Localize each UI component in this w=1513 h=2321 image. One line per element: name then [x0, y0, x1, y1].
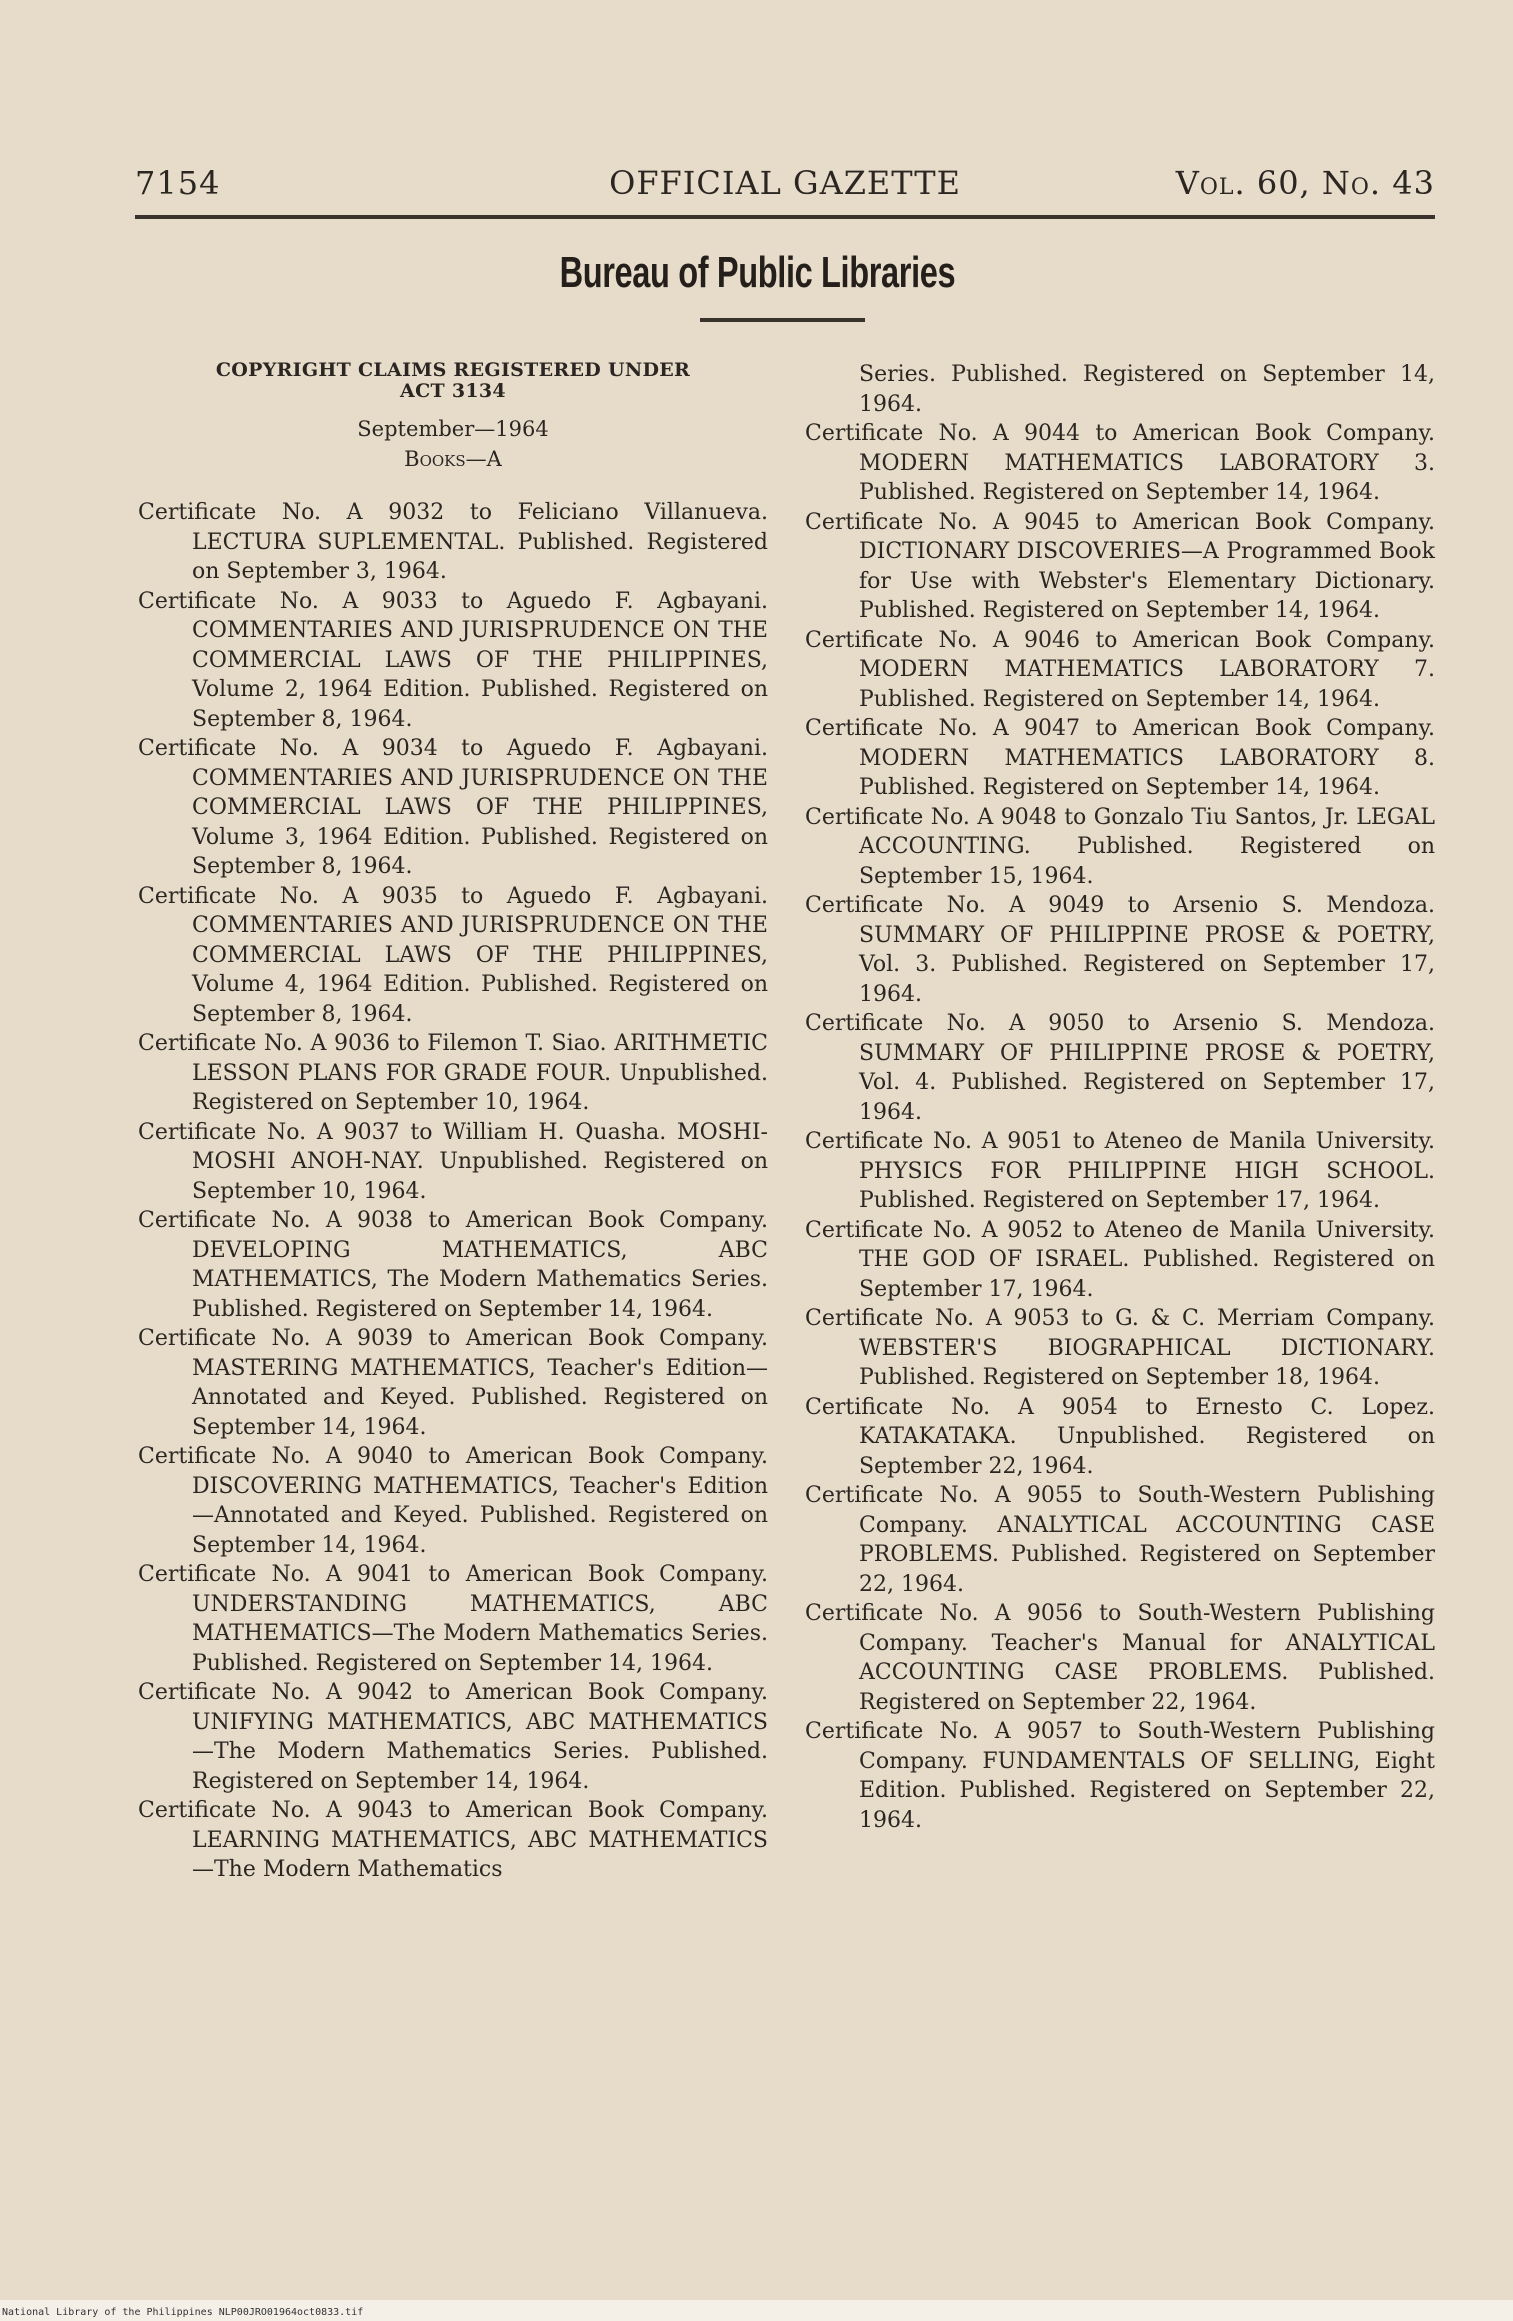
section-title: Bureau of Public Libraries	[559, 248, 956, 297]
left-column	[138, 360, 768, 1885]
title-divider	[700, 318, 865, 322]
certificate-entry: Certificate No. A 9049 to Arsenio S. Mendoza. SUMMARY OF PHILIPPINE PROSE & POETRY, Vol. 3. Published. Registered on September 17, 1964.	[805, 893, 1435, 1007]
certificate-entry: Certificate No. A 9042 to American Book Company. UNIFYING MATHEMATICS, ABC MATHEMATICS—The Modern Mathematics Series. Published. Registered on September 14, 1964.	[138, 1680, 768, 1794]
certificate-entry: Certificate No. A 9054 to Ernesto C. Lopez. KATAKATAKA. Unpublished. Registered on September 22, 1964.	[805, 1394, 1435, 1479]
certificate-entry: Certificate No. A 9052 to Ateneo de Manila University. THE GOD OF ISRAEL. Published. Registered on September 17, 1964.	[805, 1217, 1435, 1302]
certificate-entry: Certificate No. A 9037 to William H. Quasha. MOSHI-MOSHI ANOH-NAY. Unpublished. Registered on September 10, 1964.	[138, 1119, 768, 1204]
certificate-entry: Certificate No. A 9038 to American Book Company. DEVELOPING MATHEMATICS, ABC MATHEMATICS, The Modern Mathematics Series. Published. Registered on September 14, 1964.	[138, 1208, 768, 1322]
certificate-entry-continuation: Series. Published. Registered on September 14, 1964.	[859, 362, 1435, 417]
certificate-entry: Certificate No. A 9053 to G. & C. Merriam Company. WEBSTER'S BIOGRAPHICAL DICTIONARY. Published. Registered on September 18, 1964.	[805, 1306, 1435, 1390]
certificate-entry: Certificate No. A 9050 to Arsenio S. Mendoza. SUMMARY OF PHILIPPINE PROSE & POETRY, Vol. 4. Published. Registered on September 17, 1964.	[805, 1011, 1435, 1125]
certificate-entry: Certificate No. A 9043 to American Book Company. LEARNING MATHEMATICS, ABC MATHEMATICS—The Modern Mathematics	[138, 1798, 768, 1882]
gazette-title: OFFICIAL GAZETTE	[609, 164, 961, 202]
certificate-entry: Certificate No. A 9034 to Aguedo F. Agbayani. COMMENTARIES AND JURISPRUDENCE ON THE COMMERCIAL LAWS OF THE PHILIPPINES, Volume 3, 1964 Edition. Published. Registered on September 8, 1964.	[138, 736, 768, 879]
certificate-entry: Certificate No. A 9033 to Aguedo F. Agbayani. COMMENTARIES AND JURISPRUDENCE ON THE COMMERCIAL LAWS OF THE PHILIPPINES, Volume 2, 1964 Edition. Published. Registered on September 8, 1964.	[138, 588, 768, 732]
certificate-entry: Certificate No. A 9044 to American Book Company. MODERN MATHEMATICS LABORATORY 3. Published. Registered on September 14, 1964.	[805, 421, 1435, 505]
copyright-heading	[138, 360, 768, 402]
certificate-entry: Certificate No. A 9045 to American Book Company. DICTIONARY DISCOVERIES—A Programmed Book for Use with Webster's Elementary Dictionary. Published. Registered on September 14, 1964.	[805, 509, 1435, 623]
certificate-entry: Certificate No. A 9041 to American Book Company. UNDERSTANDING MATHEMATICS, ABC MATHEMATICS—The Modern Mathematics Series. Published. Registered on September 14, 1964.	[138, 1562, 768, 1676]
certificate-entry: Certificate No. A 9036 to Filemon T. Siao. ARITHMETIC LESSON PLANS FOR GRADE FOUR. Unpublished. Registered on September 10, 1964.	[138, 1031, 768, 1115]
right-column	[805, 360, 1435, 1835]
certificate-entry: Certificate No. A 9051 to Ateneo de Manila University. PHYSICS FOR PHILIPPINE HIGH SCHOOL. Published. Registered on September 17, 1964.	[805, 1129, 1435, 1213]
scan-footer-note: National Library of the Philippines NLP00JRO01964oct0833.tif	[2, 2307, 364, 2318]
page-header	[135, 163, 1435, 215]
certificate-entry: Certificate No. A 9040 to American Book Company. DISCOVERING MATHEMATICS, Teacher's Edition—Annotated and Keyed. Published. Registered on September 14, 1964.	[138, 1444, 768, 1558]
header-divider	[135, 215, 1435, 219]
copyright-heading-line2: ACT 3134	[400, 380, 506, 402]
certificate-entry: Certificate No. A 9039 to American Book Company. MASTERING MATHEMATICS, Teacher's Edition—Annotated and Keyed. Published. Registered on September 14, 1964.	[138, 1326, 768, 1440]
category-heading: Books—A	[404, 447, 502, 471]
certificate-entry: Certificate No. A 9046 to American Book Company. MODERN MATHEMATICS LABORATORY 7. Published. Registered on September 14, 1964.	[805, 627, 1435, 712]
month-heading: September—1964	[357, 417, 549, 441]
copyright-heading-line1: COPYRIGHT CLAIMS REGISTERED UNDER	[215, 359, 691, 381]
certificate-entry: Certificate No. A 9035 to Aguedo F. Agbayani. COMMENTARIES AND JURISPRUDENCE ON THE COMMERCIAL LAWS OF THE PHILIPPINES, Volume 4, 1964 Edition. Published. Registered on September 8, 1964.	[138, 883, 768, 1027]
certificate-entry: Certificate No. A 9048 to Gonzalo Tiu Santos, Jr. LEGAL ACCOUNTING. Published. Registered on September 15, 1964.	[805, 804, 1435, 889]
certificate-entry: Certificate No. A 9032 to Feliciano Villanueva. LECTURA SUPLEMENTAL. Published. Registered on September 3, 1964.	[138, 500, 768, 584]
certificate-entry: Certificate No. A 9057 to South-Western Publishing Company. FUNDAMENTALS OF SELLING, Eight Edition. Published. Registered on September 22, 1964.	[805, 1719, 1435, 1833]
certificate-entry: Certificate No. A 9055 to South-Western Publishing Company. ANALYTICAL ACCOUNTING CASE PROBLEMS. Published. Registered on September 22, 1964.	[805, 1483, 1435, 1597]
certificate-entry: Certificate No. A 9056 to South-Western Publishing Company. Teacher's Manual for ANALYTICAL ACCOUNTING CASE PROBLEMS. Published. Registered on September 22, 1964.	[805, 1601, 1435, 1715]
volume-number: Vol. 60, No. 43	[1175, 164, 1435, 202]
page-number: 7154	[135, 164, 221, 202]
certificate-entry: Certificate No. A 9047 to American Book Company. MODERN MATHEMATICS LABORATORY 8. Published. Registered on September 14, 1964.	[805, 716, 1435, 800]
spacer	[138, 474, 768, 498]
